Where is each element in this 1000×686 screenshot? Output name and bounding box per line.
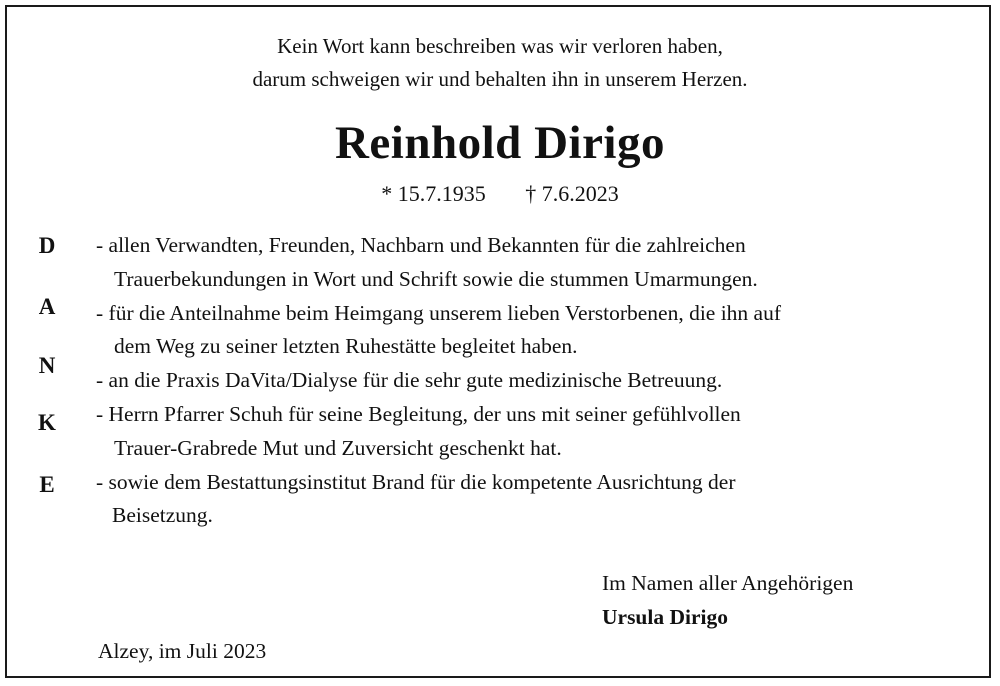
thanks-item-continuation: Beisetzung.	[112, 503, 213, 528]
thanks-item-line: - allen Verwandten, Freunden, Nachbarn und Bekannten für die zahlreichen	[96, 233, 746, 257]
danke-letter-k: K	[38, 410, 56, 435]
opening-quote	[0, 30, 1000, 96]
quote-line-2: darum schweigen wir und behalten ihn in unserem Herzen.	[252, 67, 748, 91]
thanks-item	[96, 297, 976, 365]
thanks-item-line: - Herrn Pfarrer Schuh für seine Begleitung, der uns mit seiner gefühlvollen	[96, 401, 741, 426]
danke-letter-a: A	[38, 294, 56, 319]
quote-line-1: Kein Wort kann beschreiben was wir verloren haben,	[277, 34, 723, 58]
thanks-item-line: - sowie dem Bestattungsinstitut Brand für die kompetente Ausrichtung der	[96, 469, 736, 494]
thanks-item	[96, 364, 976, 398]
thanks-item-line: - an die Praxis DaVita/Dialyse für die sehr gute medizinische Betreuung.	[96, 368, 723, 393]
signer-name: Ursula Dirigo	[602, 605, 729, 629]
birth-date: * 15.7.1935	[381, 181, 486, 206]
thanks-item	[96, 466, 976, 534]
on-behalf-text: Im Namen aller Angehörigen	[602, 571, 854, 595]
thanks-item-line: - für die Anteilnahme beim Heimgang unserem lieben Verstorbenen, die ihn auf	[96, 300, 782, 325]
thanks-list	[96, 229, 976, 533]
danke-letter-d: D	[38, 233, 56, 258]
thanks-item	[96, 398, 976, 466]
thanks-item-continuation: dem Weg zu seiner letzten Ruhestätte begleitet haben.	[114, 334, 578, 359]
place-and-date: Alzey, im Juli 2023	[98, 639, 267, 663]
deceased-name: Reinhold Dirigo	[334, 117, 665, 169]
thanks-item-continuation: Trauerbekundungen in Wort und Schrift sowie die stummen Umarmungen.	[114, 266, 758, 291]
life-dates	[0, 178, 1000, 210]
thanks-item-continuation: Trauer-Grabrede Mut und Zuversicht geschenkt hat.	[114, 435, 562, 460]
danke-letter-e: E	[39, 472, 55, 497]
danke-letter-n: N	[38, 353, 56, 378]
death-date: † 7.6.2023	[525, 181, 619, 206]
closing-signature	[602, 566, 853, 634]
thanks-item	[96, 229, 976, 297]
